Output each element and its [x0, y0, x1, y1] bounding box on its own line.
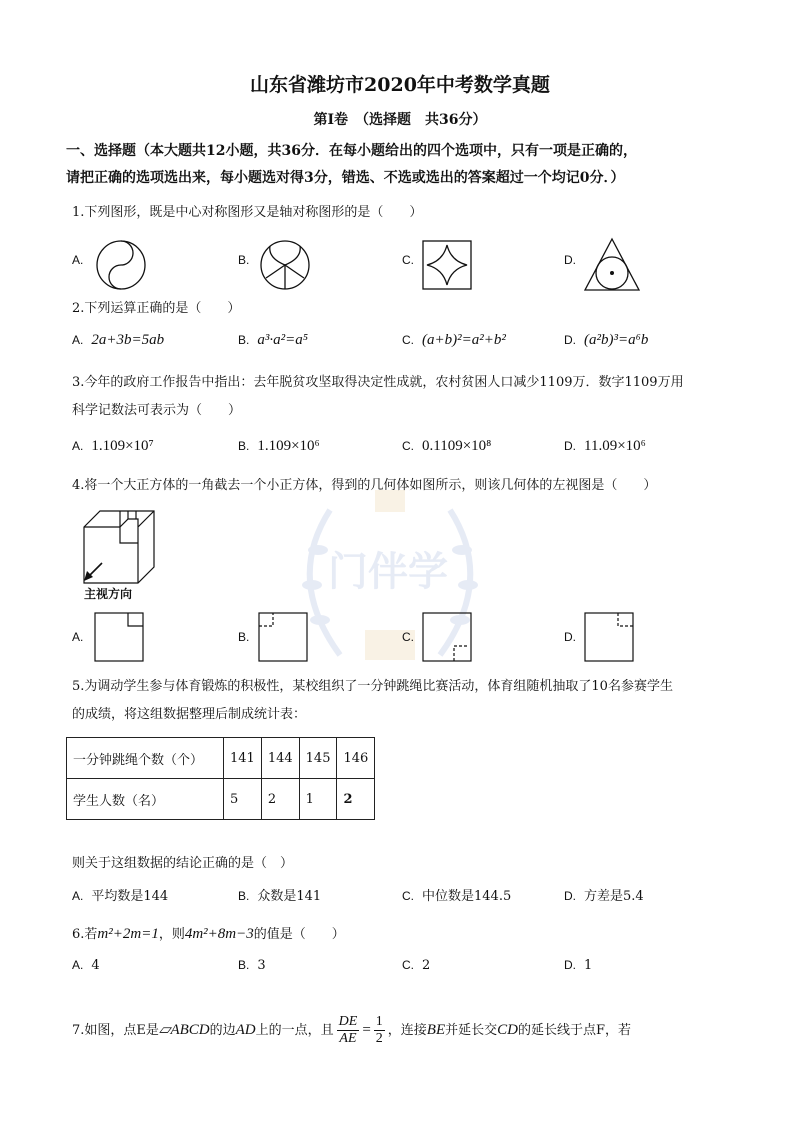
watermark-text: 门伴学: [328, 549, 448, 595]
q5-text-a: 平均数是144: [91, 889, 169, 904]
q7-fraction-denominator: AE: [339, 1031, 357, 1046]
table-cell: 146: [337, 738, 375, 779]
q2-option-d: [564, 332, 648, 349]
q7-segment-be: BE: [426, 1022, 446, 1038]
q2-option-a: [72, 332, 164, 349]
q2-label-c: C.: [402, 333, 414, 347]
q7-half-denominator: 2: [375, 1031, 383, 1046]
q6-option-a: [72, 958, 100, 973]
table-row: [67, 779, 375, 820]
q6-label-c: C.: [402, 958, 414, 972]
q5-label-a: A.: [72, 889, 84, 903]
q6-value-c: 2: [422, 958, 431, 973]
q3-option-b: [238, 438, 320, 455]
q1-option-c: [402, 253, 422, 268]
q5-option-d: [564, 885, 644, 904]
q6-value-d: 1: [584, 958, 593, 973]
question-4-stem: 4.将一个大正方体的一角截去一个小正方体，得到的几何体如图所示，则该几何体的左视图是（ ）: [72, 478, 657, 493]
q4-solid-figure: [78, 505, 168, 605]
q7-text-2: 上的一点，且: [255, 1023, 334, 1038]
q7-text-1: 的边: [209, 1023, 236, 1038]
question-5-prompt: 则关于这组数据的结论正确的是（ ）: [72, 856, 294, 871]
q4-option-c: [402, 630, 422, 645]
q5-label-b: B.: [238, 889, 250, 903]
table-cell: 2: [337, 779, 375, 820]
question-3-stem: [72, 369, 742, 425]
q1-label-b: B.: [238, 253, 250, 267]
q2-expr-d: (a²b)³=a⁶b: [584, 332, 649, 348]
q5-option-c: [402, 885, 511, 904]
q7-half-numerator: 1: [375, 1014, 383, 1029]
q3-label-a: A.: [72, 439, 84, 453]
q1-label-c: C.: [402, 253, 414, 267]
q2-label-b: B.: [238, 333, 250, 347]
table-row: [67, 738, 375, 779]
question-1-options: [72, 236, 752, 291]
q4-option-b: [238, 630, 257, 645]
left-view-d-icon: [584, 612, 636, 664]
q7-segment-ad: AD: [235, 1022, 256, 1038]
q5-line-2: 的成绩，将这组数据整理后制成统计表：: [72, 707, 307, 722]
q6-option-c: [402, 958, 430, 973]
q1-option-b: [238, 253, 257, 268]
table-cell: 145: [299, 738, 337, 779]
question-6-stem: [72, 920, 742, 949]
q7-text-5: 的延长线于点F，若: [517, 1023, 632, 1038]
left-view-c-icon: [422, 612, 474, 664]
q5-line-1: 5.为调动学生参与体育锻炼的积极性，某校组织了一分钟跳绳比赛活动，体育组随机抽取了10名参赛学生: [72, 679, 673, 694]
question-6-options: [72, 958, 752, 984]
q2-option-b: [238, 332, 308, 349]
q7-equals: =: [362, 1022, 371, 1038]
q5-option-b: [238, 885, 321, 904]
table-cell: 2: [261, 779, 299, 820]
q7-text-4: 并延长交: [445, 1023, 498, 1038]
q5-text-c: 中位数是144.5: [422, 889, 512, 904]
q2-label-a: A.: [72, 333, 84, 347]
q6-prefix: 6.若: [72, 927, 98, 942]
question-7-stem: [72, 1012, 742, 1049]
q6-label-b: B.: [238, 958, 250, 972]
q6-option-b: [238, 958, 266, 973]
q4-label-b: B.: [238, 630, 250, 644]
q2-option-c: [402, 332, 506, 349]
question-2-options: [72, 332, 752, 358]
q4-label-d: D.: [564, 630, 576, 644]
table-cell: 1: [299, 779, 337, 820]
yin-yang-icon: [94, 238, 148, 292]
q2-expr-b: a³·a²=a⁵: [257, 332, 308, 348]
left-view-b-icon: [258, 612, 310, 664]
q7-fraction-numerator: DE: [338, 1014, 358, 1029]
q6-middle: ，则: [158, 927, 185, 942]
q5-label-c: C.: [402, 889, 414, 903]
q3-value-a: 1.109×10⁷: [91, 438, 154, 454]
q4-option-a: [72, 630, 91, 645]
q5-option-a: [72, 885, 168, 904]
q4-label-a: A.: [72, 630, 84, 644]
q6-value-a: 4: [91, 958, 100, 973]
q5-text-b: 众数是141: [257, 889, 322, 904]
q3-line-2: 科学记数法可表示为（ ）: [72, 403, 242, 418]
q3-label-b: B.: [238, 439, 250, 453]
q7-half-fraction: [374, 1014, 385, 1047]
q3-label-c: C.: [402, 439, 414, 453]
table-cell: 学生人数（名）: [67, 779, 224, 820]
q4-option-d: [564, 630, 584, 645]
table-cell: 144: [261, 738, 299, 779]
q2-label-d: D.: [564, 333, 576, 347]
q1-label-a: A.: [72, 253, 84, 267]
q7-ratio-fraction: [337, 1014, 360, 1047]
question-3-options: [72, 438, 752, 464]
q7-parallelogram: ▱ABCD: [158, 1022, 210, 1038]
three-petal-circle-icon: [258, 238, 312, 292]
q2-expr-a: 2a+3b=5ab: [91, 332, 165, 348]
q3-value-b: 1.109×10⁶: [257, 438, 320, 454]
table-cell: 141: [224, 738, 262, 779]
q1-option-d: [564, 253, 584, 268]
question-1-stem: 1.下列图形，既是中心对称图形又是轴对称图形的是（ ）: [72, 205, 423, 220]
q6-label-d: D.: [564, 958, 576, 972]
q3-value-c: 0.1109×10⁸: [422, 438, 492, 454]
square-star-icon: [420, 238, 474, 292]
q6-label-a: A.: [72, 958, 84, 972]
triangle-incircle-icon: [582, 236, 642, 294]
table-cell: 5: [224, 779, 262, 820]
q6-suffix: 的值是（ ）: [253, 927, 345, 942]
q4-figure-caption: 主视方向: [84, 587, 133, 601]
question-2-stem: 2.下列运算正确的是（ ）: [72, 301, 241, 316]
page-subtitle: 第Ⅰ卷 （选择题 共36分）: [313, 112, 487, 128]
q5-label-d: D.: [564, 889, 576, 903]
q3-option-a: [72, 438, 154, 455]
q7-segment-cd: CD: [497, 1022, 518, 1038]
q3-option-d: [564, 438, 646, 455]
left-view-a-icon: [94, 612, 146, 664]
q5-text-d: 方差是5.4: [584, 889, 644, 904]
q6-option-d: [564, 958, 592, 973]
q2-expr-c: (a+b)²=a²+b²: [422, 332, 506, 348]
question-4-options: [72, 612, 752, 666]
q3-option-c: [402, 438, 491, 455]
q1-option-a: [72, 253, 91, 268]
section-line-1: 一、选择题（本大题共12小题，共36分．在每小题给出的四个选项中，只有一项是正确的，: [66, 143, 637, 159]
table-cell: 一分钟跳绳个数（个）: [67, 738, 224, 779]
q7-text-3: ，连接: [387, 1023, 427, 1038]
question-5-stem: [72, 673, 742, 729]
q6-expression: 4m²+8m−3: [184, 926, 254, 942]
section-line-2: 请把正确的选项选出来，每小题选对得3分，错选、不选或选出的答案超过一个均记0分．）: [66, 170, 625, 186]
q6-value-b: 3: [257, 958, 266, 973]
cube-cutout-icon: [78, 505, 168, 587]
section-instructions: [66, 138, 746, 192]
q3-label-d: D.: [564, 439, 576, 453]
q1-label-d: D.: [564, 253, 576, 267]
page-title: 山东省潍坊市2020年中考数学真题: [250, 74, 550, 96]
q4-label-c: C.: [402, 630, 414, 644]
q5-stats-table: [66, 737, 375, 820]
q6-condition: m²+2m=1: [97, 926, 159, 942]
question-5-options: [72, 885, 752, 911]
q3-line-1: 3.今年的政府工作报告中指出：去年脱贫攻坚取得决定性成就，农村贫困人口减少1109万．数字1109万用: [72, 375, 684, 390]
q7-prefix: 7.如图，点E是: [72, 1023, 159, 1038]
q3-value-d: 11.09×10⁶: [584, 438, 646, 454]
